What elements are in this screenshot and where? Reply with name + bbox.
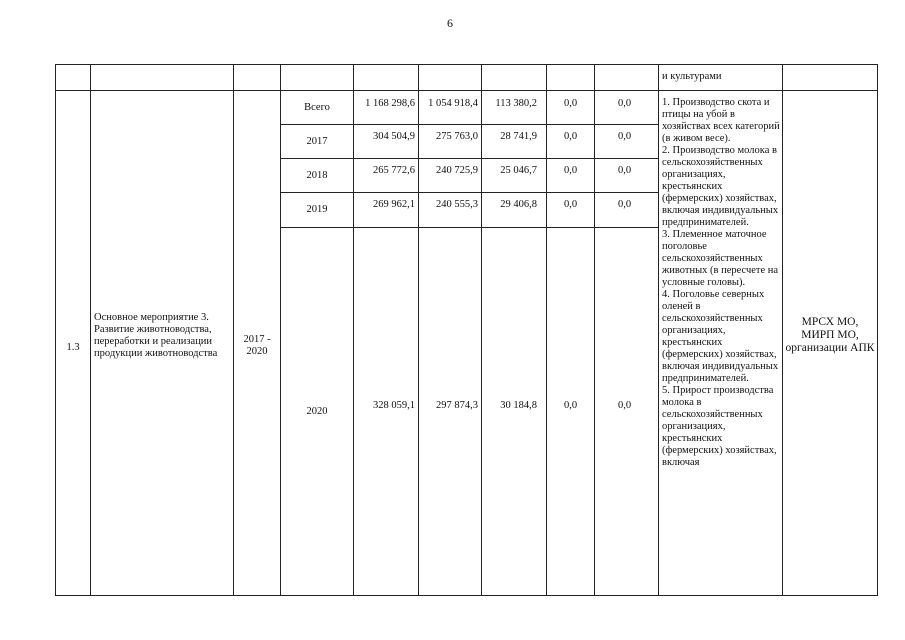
page-number: 6 [447, 16, 453, 30]
executors: МРСХ МО, МИРП МО, организации АПК [785, 316, 875, 354]
row-number: 1.3 [66, 342, 80, 353]
period: 2017 - 2020 [243, 334, 271, 357]
target-indicators: 1. Производство скота и птицы на убой в хозяйствах всех категорий (в живом весе). 2. Производство молока в сельскохозяйственных организациях, крестьянских (фермерских) хозяйствах, включая индивидуальных предпринимателей. 3. Племенное маточное поголовье сельскохозяйственных животных (в пересчете на условные головы). 4. Поголовье северных оленей в сельскохозяйственных организациях, крестьянских (фермерских) хозяйствах, включая индивидуальных предпринимателей. 5. Прирост производства молока в сельскохозяйственных организациях, крестьянских (фермерских) хозяйствах, включая [662, 97, 780, 468]
continued-text: и культурами [662, 71, 722, 82]
measure-name: Основное мероприятие 3. Развитие животноводства, переработки и реализации продукции животноводства [94, 312, 218, 359]
